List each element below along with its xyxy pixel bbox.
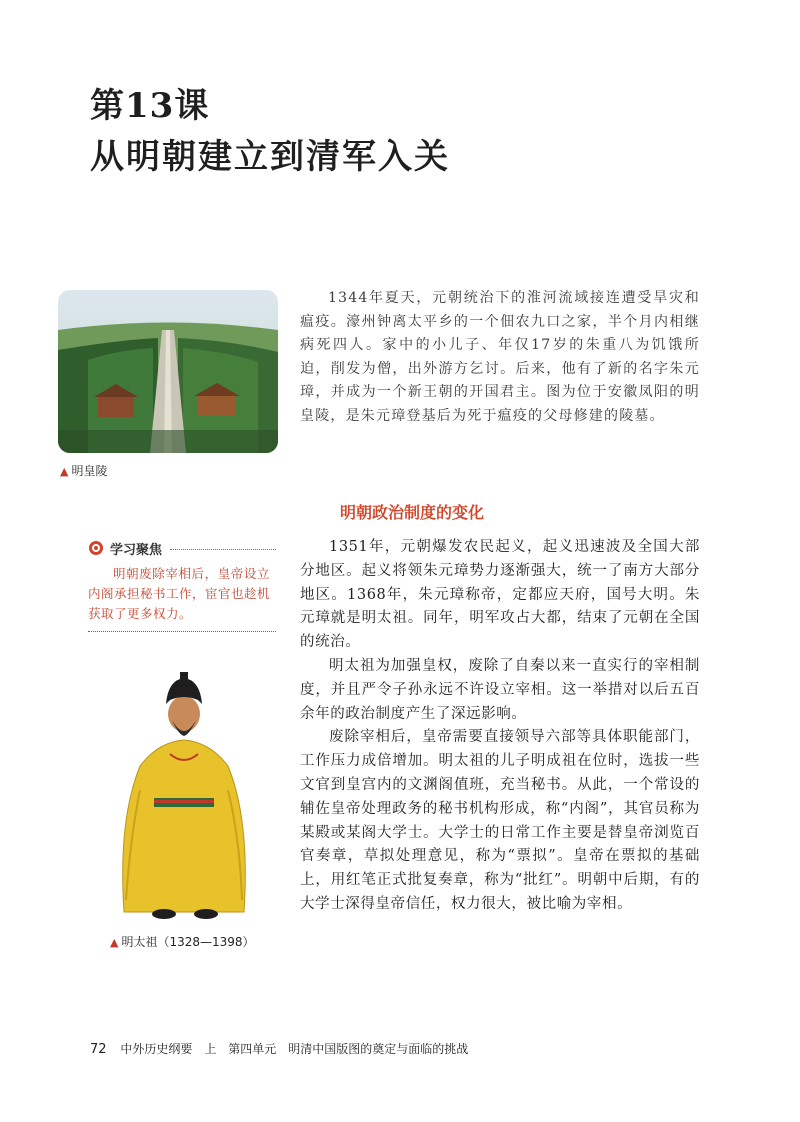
section-paragraph-2: 明太祖为加强皇权，废除了自秦以来一直实行的宰相制度，并且严令子孙永远不许设立宰相。这一举措对以后五百余年的政治制度产生了深远影响。: [300, 657, 700, 722]
focus-divider: [88, 631, 276, 632]
section-title: 明朝政治制度的变化: [340, 503, 485, 522]
study-focus-header: [88, 538, 276, 558]
section-paragraph-3: 废除宰相后，皇帝需要直接领导六部等具体职能部门，工作压力成倍增加。明太祖的儿子明成祖在位时，选拔一些文官到皇宫内的文渊阁值班，充当秘书。从此，一个常设的辅佐皇帝处理政务的秘书机构形成，称“内阁”，其官员称为某殿或某阁大学士。大学士的日常工作主要是替皇帝浏览百官奏章，草拟处理意见，称为“票拟”。皇帝在票拟的基础上，用红笔正式批复奏章，称为“批红”。明朝中后期，有的大学士深得皇帝信任，权力很大，被比喻为宰相。: [300, 729, 700, 912]
focus-target-icon: [88, 540, 104, 556]
lesson-number: 第13课: [90, 86, 210, 126]
mausoleum-illustration: [58, 290, 278, 453]
caption-marker-icon: ▲: [60, 465, 69, 478]
lesson-title: 从明朝建立到清军入关: [90, 137, 450, 177]
page-number: 72: [90, 1042, 107, 1057]
mausoleum-photo: [58, 290, 278, 453]
emperor-portrait: [110, 670, 258, 928]
study-focus-text: 明朝废除宰相后，皇帝设立内阁承担秘书工作，宦官也趁机获取了更多权力。: [88, 566, 271, 621]
focus-rule: [170, 549, 276, 550]
intro-paragraph: 1344年夏天，元朝统治下的淮河流域接连遭受旱灾和瘟疫。濠州钟离太平乡的一个佃农九口之家，半个月内相继病死四人。家中的小儿子、年仅17岁的朱重八为饥饿所迫，削发为僧，出外游方乞讨。后来，他有了新的名字朱元璋，并成为一个新王朝的开国君主。图为位于安徽凤阳的明皇陵，是朱元璋登基后为死于瘟疫的父母修建的陵墓。: [300, 290, 700, 424]
page-footer: [90, 1040, 476, 1057]
study-focus-box: [88, 538, 276, 632]
book-title: 中外历史纲要 上: [120, 1042, 217, 1056]
unit-title: 第四单元 明清中国版图的奠定与面临的挑战: [228, 1042, 469, 1056]
mausoleum-caption: ▲ 明皇陵: [60, 464, 108, 478]
study-focus-label: 学习聚焦: [110, 542, 163, 558]
portrait-caption: ▲ 明太祖（1328—1398）: [110, 935, 255, 949]
caption-marker-icon: ▲: [110, 936, 119, 949]
section-body: [300, 536, 700, 917]
portrait-illustration: [110, 670, 258, 928]
section-paragraph-1: 1351年，元朝爆发农民起义，起义迅速波及全国大部分地区。起义将领朱元璋势力逐渐强大，统一了南方大部分地区。1368年，朱元璋称帝，定都应天府，国号大明。朱元璋就是明太祖。同年，明军攻占大都，结束了元朝在全国的统治。: [300, 539, 700, 651]
